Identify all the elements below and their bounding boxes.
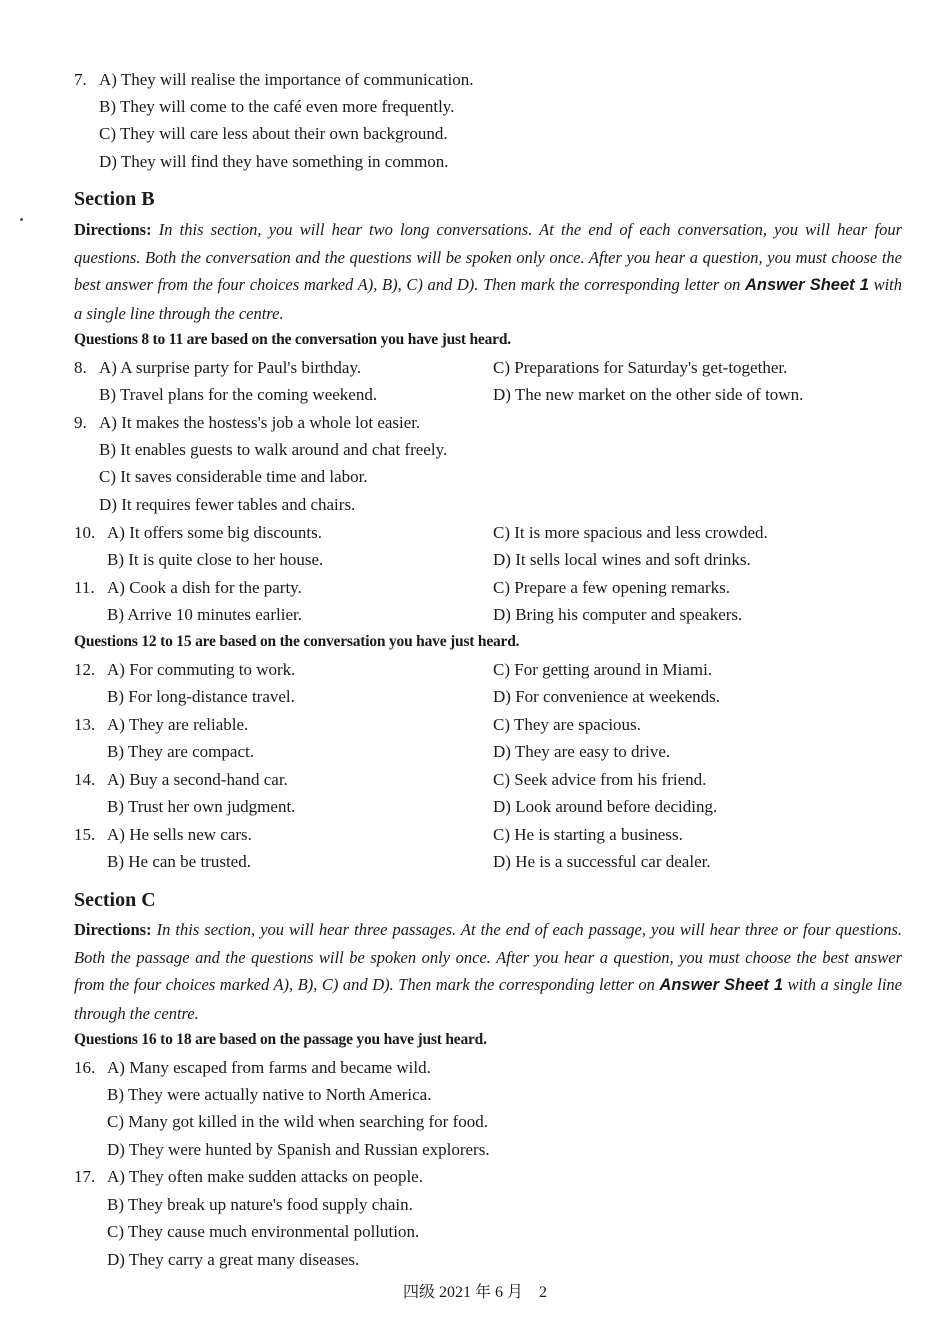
q11-option-b: B) Arrive 10 minutes earlier. [107, 605, 302, 624]
q16-option-d: D) They were hunted by Spanish and Russian explorers. [107, 1140, 490, 1159]
q14-number: 14. [74, 770, 96, 789]
q14-option-a-text: A) Buy a second-hand car. [107, 770, 288, 789]
section-b-title: Section B [74, 188, 155, 210]
answer-sheet-ref: Answer Sheet 1 [745, 276, 869, 294]
q7-number: 7. [74, 70, 87, 89]
q13-option-d: D) They are easy to drive. [493, 742, 671, 761]
group-heading-8-11: Questions 8 to 11 are based on the conversation you have just heard. [74, 331, 511, 348]
q14-option-d: D) Look around before deciding. [493, 797, 718, 816]
q8-number: 8. [74, 358, 87, 377]
group-heading-12-15: Questions 12 to 15 are based on the conversation you have just heard. [74, 633, 520, 650]
q15-option-b: B) He can be trusted. [107, 852, 251, 871]
q14-option-c: C) Seek advice from his friend. [493, 770, 707, 789]
q12-number: 12. [74, 660, 96, 679]
directions-text-end: with a single line through the centre. [74, 975, 902, 1023]
q13-option-a [74, 715, 248, 735]
q17-option-b: B) They break up nature's food supply chain. [107, 1195, 413, 1214]
directions-text-end: with a single line through the centre. [74, 275, 903, 323]
group-heading-16-18: Questions 16 to 18 are based on the passage you have just heard. [74, 1031, 487, 1048]
q10-option-b: B) It is quite close to her house. [107, 550, 324, 569]
q9-option-d: D) It requires fewer tables and chairs. [99, 495, 356, 514]
q11-option-a [74, 578, 302, 598]
q12-option-d: D) For convenience at weekends. [493, 687, 721, 706]
q7-option-a-text: A) They will realise the importance of communication. [99, 70, 474, 89]
q17-option-c: C) They cause much environmental pollution. [107, 1222, 420, 1241]
q16-option-c: C) Many got killed in the wild when searching for food. [107, 1112, 489, 1131]
q7-option-a [74, 70, 474, 90]
q10-option-a [74, 523, 322, 543]
directions-label: Directions: [74, 920, 152, 939]
q8-option-a-text: A) A surprise party for Paul's birthday. [99, 358, 362, 377]
q16-option-b: B) They were actually native to North America. [107, 1085, 432, 1104]
q13-option-a-text: A) They are reliable. [107, 715, 249, 734]
q9-option-a-text: A) It makes the hostess's job a whole lot easier. [99, 413, 421, 432]
q15-option-c: C) He is starting a business. [493, 825, 683, 844]
page-footer: 四级 2021 年 6 月 2 [402, 1284, 547, 1301]
q8-option-a [74, 358, 361, 378]
q17-number: 17. [74, 1167, 96, 1186]
q17-option-a [74, 1167, 423, 1187]
answer-sheet-ref: Answer Sheet 1 [659, 976, 784, 994]
q13-option-b: B) They are compact. [107, 742, 254, 761]
q10-option-a-text: A) It offers some big discounts. [107, 523, 322, 542]
q10-number: 10. [74, 523, 96, 542]
q11-number: 11. [74, 578, 95, 597]
q10-option-d: D) It sells local wines and soft drinks. [493, 550, 751, 569]
section-c-directions [74, 916, 902, 1027]
q9-number: 9. [74, 413, 87, 432]
q15-number: 15. [74, 825, 96, 844]
section-c-title: Section C [74, 889, 156, 911]
q8-option-c: C) Preparations for Saturday's get-together. [493, 358, 788, 377]
q14-option-a [74, 770, 288, 790]
page-speck [20, 218, 23, 221]
q7-option-d: D) They will find they have something in common. [99, 152, 449, 171]
q12-option-b: B) For long-distance travel. [107, 687, 295, 706]
q12-option-c: C) For getting around in Miami. [493, 660, 713, 679]
q9-option-c: C) It saves considerable time and labor. [99, 467, 368, 486]
q15-option-d: D) He is a successful car dealer. [493, 852, 711, 871]
q11-option-d: D) Bring his computer and speakers. [493, 605, 743, 624]
q16-number: 16. [74, 1058, 96, 1077]
section-b-directions [74, 216, 902, 327]
q9-option-b: B) It enables guests to walk around and chat freely. [99, 440, 448, 459]
directions-text: In this section, you will hear two long conversations. At the end of each conversation, you will hear four questions. Both the conversation and the questions will be spoken only once. After you hear a question, you must choose the best answer from the four choices marked A), B), C) and D). Then mark the corresponding letter on [74, 220, 902, 294]
q8-option-b: B) Travel plans for the coming weekend. [99, 385, 378, 404]
q17-option-a-text: A) They often make sudden attacks on people. [107, 1167, 423, 1186]
q11-option-a-text: A) Cook a dish for the party. [107, 578, 302, 597]
q15-option-a [74, 825, 252, 845]
q12-option-a [74, 660, 295, 680]
q12-option-a-text: A) For commuting to work. [107, 660, 296, 679]
q13-option-c: C) They are spacious. [493, 715, 641, 734]
q11-option-c: C) Prepare a few opening remarks. [493, 578, 730, 597]
q13-number: 13. [74, 715, 96, 734]
directions-label: Directions: [74, 220, 152, 239]
q17-option-d: D) They carry a great many diseases. [107, 1250, 360, 1269]
q10-option-c: C) It is more spacious and less crowded. [493, 523, 768, 542]
q15-option-a-text: A) He sells new cars. [107, 825, 252, 844]
q16-option-a [74, 1058, 431, 1078]
q14-option-b: B) Trust her own judgment. [107, 797, 296, 816]
q7-option-c: C) They will care less about their own background. [99, 124, 448, 143]
q7-option-b: B) They will come to the café even more frequently. [99, 97, 455, 116]
directions-text: In this section, you will hear three passages. At the end of each passage, you will hear three or four questions. Both the passage and the questions will be spoken only once. After you hear a question, you must choose the best answer from the four choices marked A), B), C) and D). Then mark the corresponding letter on [74, 920, 902, 994]
q8-option-d: D) The new market on the other side of town. [493, 385, 804, 404]
q9-option-a [74, 413, 420, 433]
q16-option-a-text: A) Many escaped from farms and became wild. [107, 1058, 431, 1077]
